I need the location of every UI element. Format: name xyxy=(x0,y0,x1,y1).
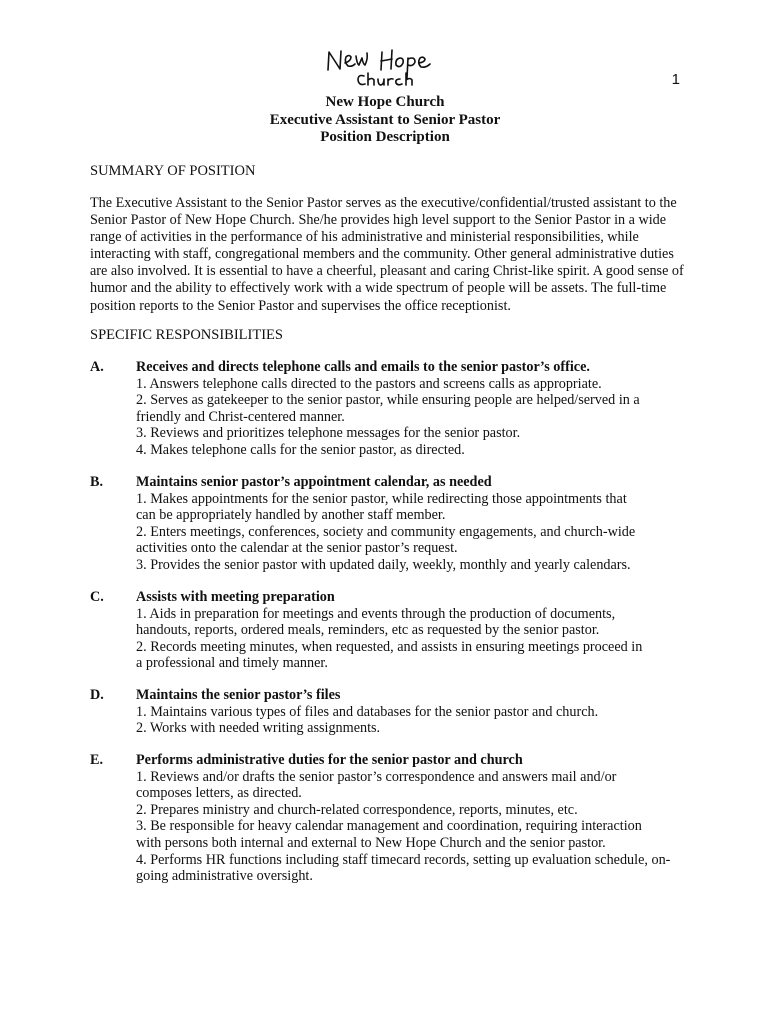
summary-line: interacting with staff, congregational members and the community. Other general administrative duties xyxy=(90,246,674,263)
responsibility-line: can be appropriately handled by another staff member. xyxy=(136,507,446,524)
responsibility-heading: Maintains senior pastor’s appointment calendar, as needed xyxy=(136,474,492,490)
responsibility-line: 2. Works with needed writing assignments. xyxy=(136,720,381,737)
specific-responsibilities-heading: SPECIFIC RESPONSIBILITIES xyxy=(90,327,283,343)
responsibility-line: 1. Reviews and/or drafts the senior pastor’s correspondence and answers mail and/or xyxy=(136,768,617,785)
summary-line: humor and the ability to effectively work with a wide spectrum of people will be assets. The full-time xyxy=(90,280,667,297)
title-line-position: Executive Assistant to Senior Pastor xyxy=(269,111,501,128)
responsibility-body xyxy=(136,359,696,459)
responsibility-line: handouts, reports, ordered meals, reminders, etc as requested by the senior pastor. xyxy=(136,622,600,639)
responsibility-line: 1. Makes appointments for the senior pastor, while redirecting those appointments that xyxy=(136,490,627,507)
responsibility-line: 3. Reviews and prioritizes telephone messages for the senior pastor. xyxy=(136,425,521,442)
responsibility-line: with persons both internal and external to New Hope Church and the senior pastor. xyxy=(136,834,606,851)
responsibility-line: 2. Enters meetings, conferences, society and community engagements, and church-wide xyxy=(136,523,636,540)
title-line-organization: New Hope Church xyxy=(325,94,445,110)
responsibility-heading: Receives and directs telephone calls and emails to the senior pastor’s office. xyxy=(136,359,590,375)
responsibility-body xyxy=(136,474,696,574)
summary-line: range of activities in the performance of his administrative and ministerial responsibilities, while xyxy=(90,229,639,246)
responsibility-letter: D. xyxy=(90,687,104,703)
responsibility-body xyxy=(136,752,696,885)
responsibility-line: 4. Performs HR functions including staff timecard records, setting up evaluation schedule, on- xyxy=(136,851,671,868)
responsibility-letter: C. xyxy=(90,589,104,605)
summary-heading: SUMMARY OF POSITION xyxy=(90,163,256,179)
responsibility-line: 1. Answers telephone calls directed to the pastors and screens calls as appropriate. xyxy=(136,375,602,392)
summary-line: are also involved. It is essential to have a cheerful, pleasant and caring Christ-like spirit. A good sense of xyxy=(90,263,684,280)
summary-line: The Executive Assistant to the Senior Pastor serves as the executive/confidential/trusted assistant to the xyxy=(90,195,677,211)
responsibility-line: 1. Maintains various types of files and databases for the senior pastor and church. xyxy=(136,703,599,720)
responsibility-letter: E. xyxy=(90,752,104,768)
responsibility-line: going administrative oversight. xyxy=(136,868,313,885)
responsibility-line: activities onto the calendar at the senior pastor’s request. xyxy=(136,540,458,557)
responsibility-line: 2. Records meeting minutes, when requested, and assists in ensuring meetings proceed in xyxy=(136,638,643,655)
responsibility-heading: Assists with meeting preparation xyxy=(136,589,335,605)
summary-line: Senior Pastor of New Hope Church. She/he provides high level support to the Senior Pastor in a wide xyxy=(90,212,667,229)
responsibility-line: 3. Be responsible for heavy calendar management and coordination, requiring interaction xyxy=(136,818,642,835)
responsibility-letter: A. xyxy=(90,359,104,375)
responsibility-body xyxy=(136,687,696,737)
title-line-document-type: Position Description xyxy=(320,129,450,145)
responsibility-heading: Maintains the senior pastor’s files xyxy=(136,687,341,703)
responsibility-line: composes letters, as directed. xyxy=(136,785,302,802)
responsibility-line: 2. Serves as gatekeeper to the senior pastor, while ensuring people are helped/served in a xyxy=(136,392,640,409)
responsibility-body xyxy=(136,589,696,672)
responsibility-line: a professional and timely manner. xyxy=(136,655,328,672)
responsibility-line: friendly and Christ-centered manner. xyxy=(136,408,345,425)
summary-paragraph xyxy=(90,195,690,315)
document-title xyxy=(0,94,770,147)
page-number: 1 xyxy=(671,71,680,88)
responsibility-line: 1. Aids in preparation for meetings and events through the production of documents, xyxy=(136,605,616,622)
responsibility-line: 4. Makes telephone calls for the senior pastor, as directed. xyxy=(136,441,465,458)
new-hope-church-logo xyxy=(318,44,458,90)
responsibility-line: 2. Prepares ministry and church-related correspondence, reports, minutes, etc. xyxy=(136,801,578,818)
responsibility-letter: B. xyxy=(90,474,104,490)
responsibility-line: 3. Provides the senior pastor with updated daily, weekly, monthly and yearly calendars. xyxy=(136,556,631,573)
responsibility-heading: Performs administrative duties for the senior pastor and church xyxy=(136,752,523,768)
summary-line: position reports to the Senior Pastor and supervises the office receptionist. xyxy=(90,297,511,314)
